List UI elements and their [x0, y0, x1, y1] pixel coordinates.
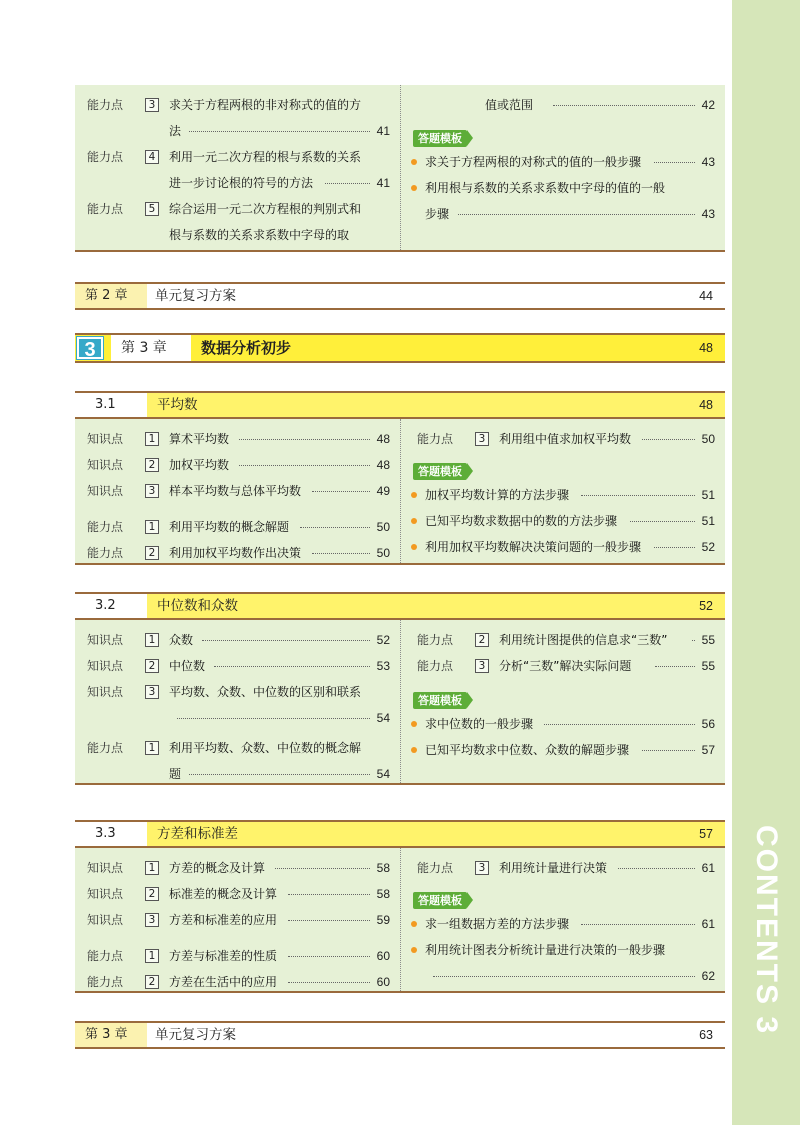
- template-title: 已知平均数求数据中的数的方法步骤: [425, 514, 618, 528]
- left-column: [75, 85, 400, 250]
- toc-entry[interactable]: [87, 764, 400, 784]
- entry-title: 算术平均数: [169, 432, 230, 446]
- section-bar[interactable]: [75, 592, 725, 620]
- page-number: 54: [376, 711, 390, 725]
- toc-entry[interactable]: [87, 910, 400, 930]
- entry-number-box: 3: [145, 685, 159, 699]
- dot-leader: [189, 772, 370, 775]
- template-item[interactable]: [411, 914, 725, 934]
- page-number: 57: [699, 827, 713, 841]
- toc-entry[interactable]: [87, 972, 400, 992]
- answer-template-badge: 答题模板: [413, 463, 467, 480]
- toc-entry[interactable]: [87, 708, 400, 728]
- entry-title: 利用一元二次方程的根与系数的关系: [169, 150, 362, 164]
- entry-title: 综合运用一元二次方程根的判别式和: [169, 202, 362, 216]
- page-number: 63: [699, 1028, 713, 1042]
- entry-number-box: 3: [145, 913, 159, 927]
- bullet-icon: [411, 185, 417, 191]
- template-title: 利用统计图表分析统计量进行决策的一般步骤: [425, 943, 666, 957]
- dot-leader: [642, 437, 695, 440]
- toc-entry[interactable]: [87, 95, 400, 115]
- entry-kind: 知识点: [87, 633, 124, 647]
- page-number: 61: [701, 917, 715, 931]
- entry-title: 方差的概念及计算: [169, 861, 266, 875]
- section-number: 3.3: [75, 822, 147, 846]
- page-number: 54: [376, 767, 390, 781]
- right-column: [405, 620, 725, 783]
- template-item[interactable]: [411, 511, 725, 531]
- entry-title: 值或范围: [485, 98, 534, 112]
- template-item[interactable]: [411, 537, 725, 557]
- contents-label: CONTENTS 3: [750, 824, 783, 1036]
- left-column: [75, 419, 400, 563]
- entry-title: 利用加权平均数作出决策: [169, 546, 302, 560]
- toc-entry[interactable]: [417, 429, 725, 449]
- toc-entry[interactable]: [87, 858, 400, 878]
- answer-template-badge: 答题模板: [413, 130, 467, 147]
- entry-number-box: 2: [145, 458, 159, 472]
- page-number: 48: [699, 341, 713, 355]
- page-number: 44: [699, 289, 713, 303]
- dot-leader: [618, 866, 695, 869]
- entry-number-box: 3: [145, 484, 159, 498]
- entry-kind: 能力点: [87, 202, 124, 216]
- entry-number-box: 3: [475, 659, 489, 673]
- entry-title: 求关于方程两根的非对称式的值的方: [169, 98, 362, 112]
- entry-number-box: 1: [145, 741, 159, 755]
- section-title: 平均数: [157, 397, 198, 413]
- page-number: 43: [701, 155, 715, 169]
- page-number: 58: [376, 861, 390, 875]
- entry-title: 题: [169, 767, 182, 781]
- entry-title: 方差在生活中的应用: [169, 975, 278, 989]
- entry-kind: 能力点: [87, 150, 124, 164]
- page-number: 43: [701, 207, 715, 221]
- entry-kind: 知识点: [87, 659, 124, 673]
- entry-kind: 知识点: [87, 913, 124, 927]
- section-bar[interactable]: [75, 391, 725, 419]
- template-item[interactable]: [411, 152, 725, 172]
- section-box: [75, 848, 725, 993]
- template-title: 求关于方程两根的对称式的值的一般步骤: [425, 155, 642, 169]
- section-box: [75, 620, 725, 785]
- dot-leader: [325, 181, 370, 184]
- bullet-icon: [411, 159, 417, 165]
- bullet-icon: [411, 492, 417, 498]
- chapter-number-badge: 3: [77, 337, 103, 359]
- entry-number-box: 2: [145, 659, 159, 673]
- toc-entry[interactable]: [87, 946, 400, 966]
- section-bar[interactable]: [75, 820, 725, 848]
- entry-kind: 能力点: [87, 975, 124, 989]
- dot-leader: [288, 918, 370, 921]
- entry-kind: 知识点: [87, 861, 124, 875]
- entry-number-box: 4: [145, 150, 159, 164]
- dot-leader: [654, 160, 695, 163]
- section-title: 方差和标准差: [157, 826, 238, 842]
- template-title: 步骤: [425, 207, 450, 221]
- entry-number-box: 1: [145, 861, 159, 875]
- dot-leader: [177, 716, 370, 719]
- chapter-tag: 第 3 章: [111, 335, 191, 361]
- template-title: 利用根与系数的关系求系数中字母的值的一般: [425, 181, 666, 195]
- entry-title: 中位数: [169, 659, 206, 673]
- template-title: 求一组数据方差的方法步骤: [425, 917, 570, 931]
- page-number: 55: [701, 633, 715, 647]
- toc-entry[interactable]: [417, 656, 725, 676]
- page-number: 48: [376, 458, 390, 472]
- toc-entry[interactable]: [87, 173, 400, 193]
- toc-entry[interactable]: [87, 517, 400, 537]
- page-number: 62: [701, 969, 715, 983]
- page-number: 50: [376, 546, 390, 560]
- page-number: 48: [699, 398, 713, 412]
- page-number: 41: [376, 176, 390, 190]
- toc-entry[interactable]: [87, 225, 400, 245]
- template-item[interactable]: [411, 485, 725, 505]
- entry-number-box: 2: [475, 633, 489, 647]
- dot-leader: [288, 954, 370, 957]
- page-number: 49: [376, 484, 390, 498]
- dot-leader: [189, 129, 370, 132]
- toc-entry[interactable]: [87, 543, 400, 563]
- right-column: [405, 85, 725, 250]
- toc-entry[interactable]: [87, 630, 400, 650]
- entry-title: 平均数、众数、中位数的区别和联系: [169, 685, 362, 699]
- answer-template-badge: 答题模板: [413, 692, 467, 709]
- toc-entry[interactable]: [87, 147, 400, 167]
- section-title: 中位数和众数: [157, 598, 238, 614]
- chapter-tag: 第 2 章: [75, 284, 147, 308]
- page-number: 61: [701, 861, 715, 875]
- section-box: [75, 419, 725, 565]
- entry-kind: 知识点: [87, 458, 124, 472]
- right-column: [405, 419, 725, 563]
- bullet-icon: [411, 518, 417, 524]
- entry-kind: 能力点: [87, 98, 124, 112]
- entry-kind: 能力点: [417, 633, 454, 647]
- entry-kind: 知识点: [87, 432, 124, 446]
- dot-leader: [275, 866, 370, 869]
- page-number: 42: [701, 98, 715, 112]
- dot-leader: [655, 664, 695, 667]
- dot-leader: [202, 638, 370, 641]
- toc-entry[interactable]: [417, 630, 725, 650]
- review-title: 单元复习方案: [155, 1027, 236, 1043]
- dot-leader: [553, 103, 695, 106]
- entry-kind: 知识点: [87, 887, 124, 901]
- entry-number-box: 3: [475, 432, 489, 446]
- page-number: 50: [701, 432, 715, 446]
- dot-leader: [312, 551, 370, 554]
- dot-leader: [581, 922, 695, 925]
- dot-leader: [692, 638, 696, 641]
- page-number: 53: [376, 659, 390, 673]
- entry-kind: 能力点: [417, 861, 454, 875]
- top-section-box: [75, 85, 725, 252]
- bullet-icon: [411, 747, 417, 753]
- column-divider: [400, 848, 401, 991]
- entry-number-box: 2: [145, 887, 159, 901]
- entry-title: 利用统计图提供的信息求“三数”: [499, 633, 668, 647]
- entry-title: 方差和标准差的应用: [169, 913, 278, 927]
- column-divider: [400, 85, 401, 250]
- template-item[interactable]: [411, 178, 725, 198]
- chapter-title: 数据分析初步: [201, 339, 292, 357]
- toc-entry[interactable]: [87, 884, 400, 904]
- page-number: 52: [376, 633, 390, 647]
- entry-title: 利用统计量进行决策: [499, 861, 608, 875]
- dot-leader: [239, 463, 371, 466]
- entry-kind: 能力点: [87, 520, 124, 534]
- toc-entry[interactable]: [87, 121, 400, 141]
- chapter-2-review-bar[interactable]: [75, 282, 725, 310]
- entry-title: 利用平均数的概念解题: [169, 520, 290, 534]
- entry-title: 进一步讨论根的符号的方法: [169, 176, 314, 190]
- page-number: 48: [376, 432, 390, 446]
- page-number: 56: [701, 717, 715, 731]
- entry-title: 样本平均数与总体平均数: [169, 484, 302, 498]
- dot-leader: [581, 493, 695, 496]
- chapter-tag: 第 3 章: [75, 1023, 147, 1047]
- entry-kind: 能力点: [87, 949, 124, 963]
- toc-entry-continued[interactable]: [485, 95, 725, 115]
- entry-kind: 能力点: [417, 659, 454, 673]
- page-number: 58: [376, 887, 390, 901]
- page-number: 55: [701, 659, 715, 673]
- toc-entry[interactable]: [87, 429, 400, 449]
- toc-entry[interactable]: [87, 199, 400, 219]
- dot-leader: [458, 212, 695, 215]
- entry-kind: 能力点: [87, 741, 124, 755]
- toc-entry[interactable]: [87, 656, 400, 676]
- page-number: 52: [701, 540, 715, 554]
- bullet-icon: [411, 921, 417, 927]
- page-number: 51: [701, 488, 715, 502]
- dot-leader: [642, 748, 695, 751]
- template-item[interactable]: [411, 966, 725, 986]
- template-title: 已知平均数求中位数、众数的解题步骤: [425, 743, 630, 757]
- section-number: 3.2: [75, 594, 147, 618]
- page-number: 52: [699, 599, 713, 613]
- dot-leader: [239, 437, 371, 440]
- toc-entry[interactable]: [87, 738, 400, 758]
- entry-number-box: 1: [145, 949, 159, 963]
- template-item[interactable]: [411, 714, 725, 734]
- left-column: [75, 848, 400, 991]
- toc-entry[interactable]: [417, 858, 725, 878]
- column-divider: [400, 419, 401, 563]
- dot-leader: [300, 525, 370, 528]
- entry-title: 方差与标准差的性质: [169, 949, 278, 963]
- page-number: 51: [701, 514, 715, 528]
- entry-number-box: 5: [145, 202, 159, 216]
- page-number: 60: [376, 949, 390, 963]
- template-item[interactable]: [411, 740, 725, 760]
- dot-leader: [654, 545, 695, 548]
- template-item[interactable]: [411, 940, 725, 960]
- entry-title: 根与系数的关系求系数中字母的取: [169, 228, 350, 242]
- template-item[interactable]: [411, 204, 725, 224]
- chapter-3-header[interactable]: [75, 333, 725, 363]
- left-column: [75, 620, 400, 783]
- template-title: 利用加权平均数解决决策问题的一般步骤: [425, 540, 642, 554]
- entry-number-box: 3: [475, 861, 489, 875]
- entry-kind: 能力点: [87, 546, 124, 560]
- entry-title: 标准差的概念及计算: [169, 887, 278, 901]
- section-number: 3.1: [75, 393, 147, 417]
- dot-leader: [544, 722, 695, 725]
- entry-kind: 知识点: [87, 484, 124, 498]
- template-title: 加权平均数计算的方法步骤: [425, 488, 570, 502]
- page-number: 59: [376, 913, 390, 927]
- chapter-3-review-bar[interactable]: [75, 1021, 725, 1049]
- bullet-icon: [411, 947, 417, 953]
- toc-entry[interactable]: [87, 455, 400, 475]
- entry-title: 利用平均数、众数、中位数的概念解: [169, 741, 362, 755]
- dot-leader: [630, 519, 695, 522]
- page-number: 60: [376, 975, 390, 989]
- dot-leader: [288, 980, 370, 983]
- entry-number-box: 1: [145, 520, 159, 534]
- entry-number-box: 2: [145, 546, 159, 560]
- entry-title: 加权平均数: [169, 458, 230, 472]
- page-number: 57: [701, 743, 715, 757]
- column-divider: [400, 620, 401, 783]
- entry-number-box: 1: [145, 432, 159, 446]
- toc-entry[interactable]: [87, 682, 400, 702]
- entry-number-box: 1: [145, 633, 159, 647]
- entry-kind: 知识点: [87, 685, 124, 699]
- template-title: 求中位数的一般步骤: [425, 717, 534, 731]
- entry-title: 利用组中值求加权平均数: [499, 432, 632, 446]
- entry-number-box: 2: [145, 975, 159, 989]
- page-number: 50: [376, 520, 390, 534]
- bullet-icon: [411, 721, 417, 727]
- entry-kind: 能力点: [417, 432, 454, 446]
- review-title: 单元复习方案: [155, 288, 236, 304]
- entry-number-box: 3: [145, 98, 159, 112]
- entry-title: 分析“三数”解决实际问题: [499, 659, 632, 673]
- dot-leader: [214, 664, 370, 667]
- answer-template-badge: 答题模板: [413, 892, 467, 909]
- dot-leader: [312, 489, 370, 492]
- entry-title: 众数: [169, 633, 194, 647]
- toc-entry[interactable]: [87, 481, 400, 501]
- page-number: 41: [376, 124, 390, 138]
- dot-leader: [288, 892, 370, 895]
- entry-title: 法: [169, 124, 182, 138]
- dot-leader: [433, 974, 695, 977]
- right-column: [405, 848, 725, 991]
- bullet-icon: [411, 544, 417, 550]
